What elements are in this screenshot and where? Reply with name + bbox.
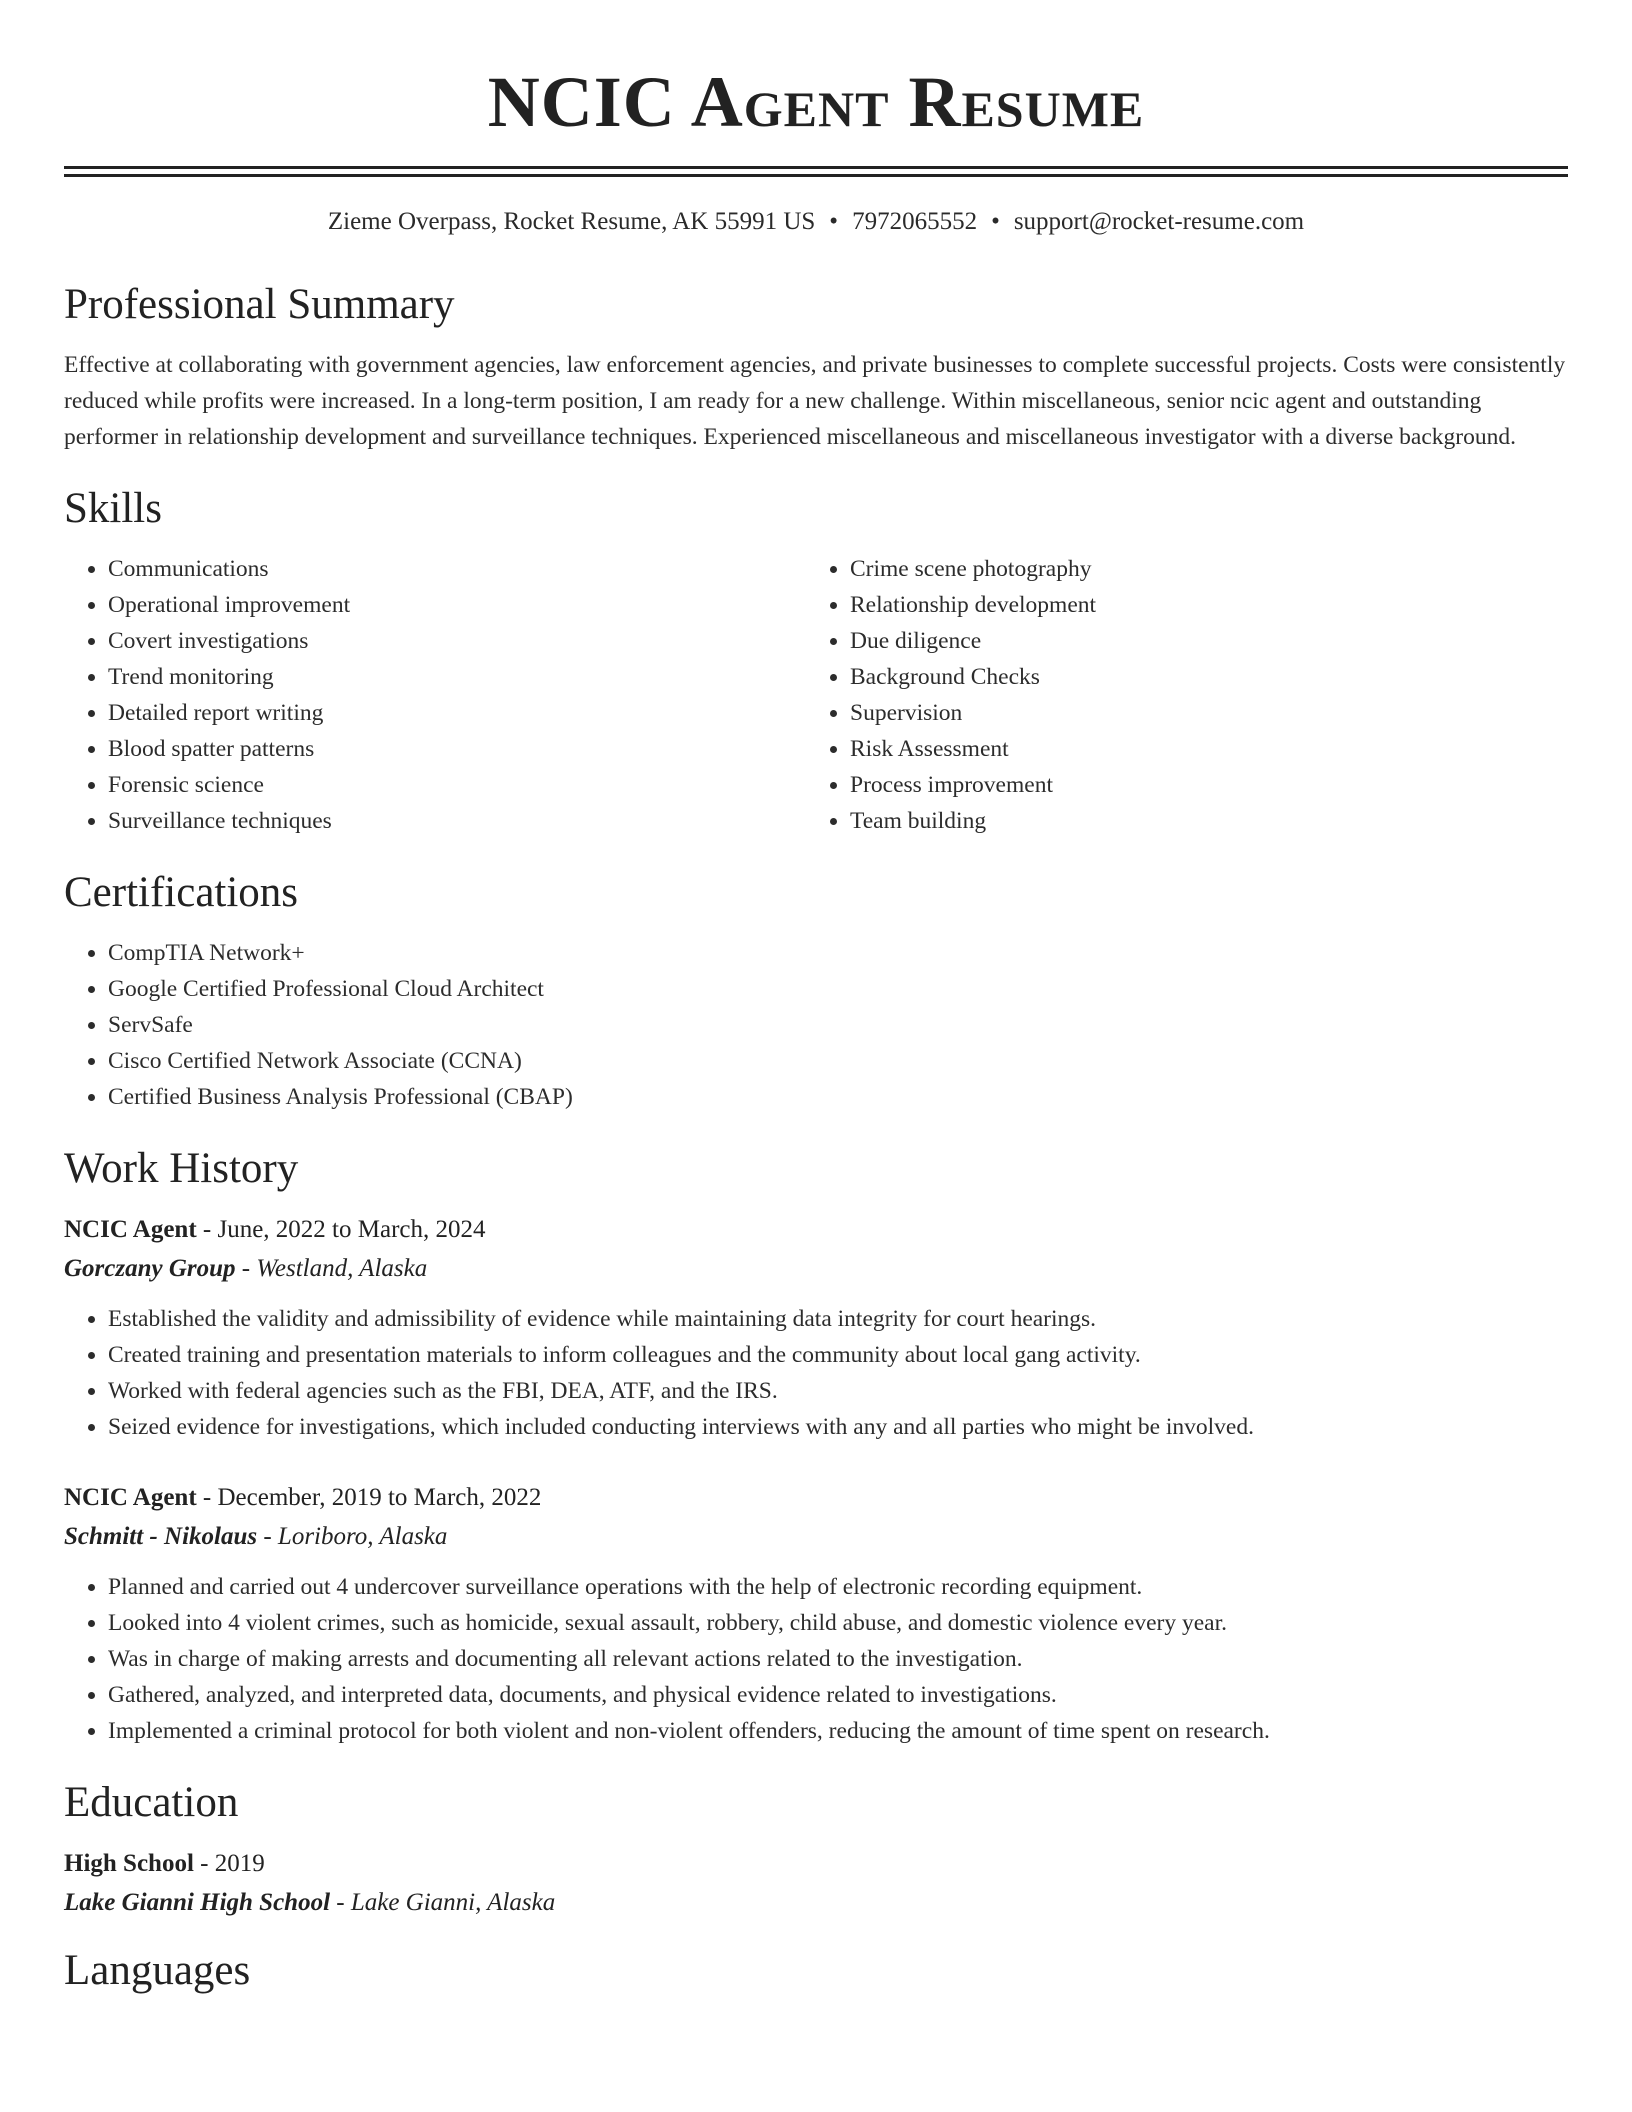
education-location: - Lake Gianni, Alaska [330,1889,556,1916]
skill-item: • Forensic science [108,767,806,803]
job-title-line [64,1211,1568,1249]
skills-list-right [806,551,1548,839]
section-heading-education: Education [64,1779,239,1826]
job-entry [64,1211,1568,1445]
skill-item: • Blood spatter patterns [108,731,806,767]
job-duty-item: • Gathered, analyzed, and interpreted data, documents, and physical evidence related to investigations. [108,1677,1568,1713]
contact-line [64,205,1568,239]
skill-item: • Team building [850,803,1548,839]
contact-separator: • [991,208,1000,235]
job-company: Schmitt - Nikolaus [64,1523,258,1550]
job-entry [64,1479,1568,1749]
certification-item: • Certified Business Analysis Professional (CBAP) [108,1079,1568,1115]
section-heading-languages: Languages [64,1947,251,1994]
job-duty-item: • Seized evidence for investigations, which included conducting interviews with any and all parties who might be involved. [108,1409,1568,1445]
section-heading-certifications: Certifications [64,869,299,916]
job-dates: - December, 2019 to March, 2022 [196,1484,542,1511]
contact-email: support@rocket-resume.com [1013,208,1305,235]
job-title-line [64,1479,1568,1517]
job-duty-item: • Implemented a criminal protocol for both violent and non-violent offenders, reducing the amount of time spent on research. [108,1713,1568,1749]
skill-item: • Operational improvement [108,587,806,623]
education-school-line [64,1883,1568,1923]
job-title: NCIC Agent [64,1216,197,1243]
certifications-list [64,935,1568,1115]
contact-address: Zieme Overpass, Rocket Resume, AK 55991 US [327,208,816,235]
contact-phone: 7972065552 [852,208,978,235]
skills-list-left [64,551,806,839]
job-location: - Loriboro, Alaska [257,1523,448,1550]
certification-item: • CompTIA Network+ [108,935,1568,971]
job-duties-list [64,1301,1568,1445]
skill-item: • Covert investigations [108,623,806,659]
job-duties-list [64,1569,1568,1749]
job-company: Gorczany Group [64,1255,236,1282]
certification-item: • Cisco Certified Network Associate (CCNA) [108,1043,1568,1079]
job-duty-item: • Looked into 4 violent crimes, such as homicide, sexual assault, robbery, child abuse, and domestic violence every year. [108,1605,1568,1641]
skills-columns [64,551,1568,839]
job-location: - Westland, Alaska [235,1255,428,1282]
section-heading-work-history: Work History [64,1145,299,1192]
job-duty-item: • Was in charge of making arrests and documenting all relevant actions related to the investigation. [108,1641,1568,1677]
section-heading-summary: Professional Summary [64,281,455,328]
certification-item: • ServSafe [108,1007,1568,1043]
job-dates: - June, 2022 to March, 2024 [196,1216,486,1243]
skill-item: • Communications [108,551,806,587]
section-heading-skills: Skills [64,485,162,532]
job-company-line [64,1517,1568,1557]
skill-item: • Background Checks [850,659,1548,695]
resume-title: NCIC Agent Resume [487,62,1145,142]
skill-item: • Trend monitoring [108,659,806,695]
certification-item: • Google Certified Professional Cloud Architect [108,971,1568,1007]
education-degree: High School [64,1850,194,1877]
job-title: NCIC Agent [64,1484,197,1511]
education-year: - 2019 [193,1850,265,1877]
skill-item: • Risk Assessment [850,731,1548,767]
job-duty-item: • Planned and carried out 4 undercover surveillance operations with the help of electronic recording equipment. [108,1569,1568,1605]
skill-item: • Detailed report writing [108,695,806,731]
skill-item: • Supervision [850,695,1548,731]
skill-item: • Due diligence [850,623,1548,659]
job-duty-item: • Worked with federal agencies such as the FBI, DEA, ATF, and the IRS. [108,1373,1568,1409]
summary-paragraph: Effective at collaborating with government agencies, law enforcement agencies, and private businesses to complete successful projects. Costs were consistently reduced while profits were increased. In a long-term position, I am ready for a new challenge. Within miscellaneous, senior ncic agent and outstanding performer in relationship development and surveillance techniques. Experienced miscellaneous and miscellaneous investigator with a diverse background. [64,352,1566,450]
job-duty-item: • Created training and presentation materials to inform colleagues and the community about local gang activity. [108,1337,1568,1373]
skill-item: • Crime scene photography [850,551,1548,587]
education-school: Lake Gianni High School [64,1889,331,1916]
job-duty-item: • Established the validity and admissibility of evidence while maintaining data integrity for court hearings. [108,1301,1568,1337]
education-entry [64,1845,1568,1923]
title-divider [64,166,1568,177]
contact-separator: • [829,208,839,235]
skill-item: • Relationship development [850,587,1548,623]
job-company-line [64,1249,1568,1289]
skill-item: • Surveillance techniques [108,803,806,839]
education-degree-line [64,1845,1568,1883]
skill-item: • Process improvement [850,767,1548,803]
